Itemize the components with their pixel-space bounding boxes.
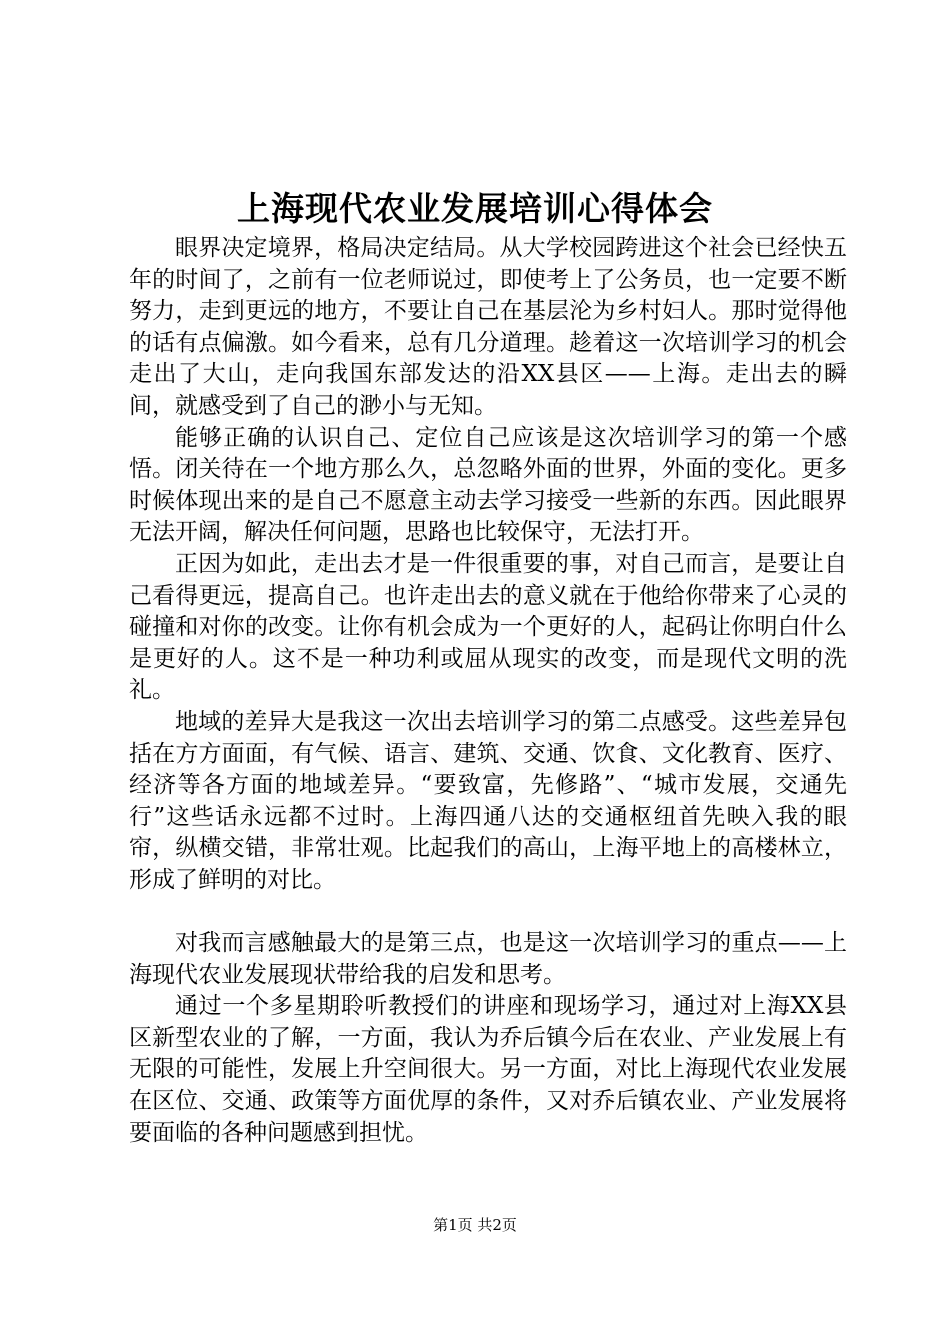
paragraph: 地域的差异大是我这一次出去培训学习的第二点感受。这些差异包括在方方面面，有气候、语言、建筑、交通、饮食、文化教育、医疗、经济等各方面的地域差异。“要致富，先修路”、“城市发展，交通先行”这些话永远都不过时。上海四通八达的交通枢纽首先映入我的眼帘，纵横交错，非常壮观。比起我们的高山，上海平地上的高楼林立，形成了鲜明的对比。 (129, 708, 847, 893)
paragraph: 正因为如此，走出去才是一件很重要的事，对自己而言，是要让自己看得更远，提高自己。也许走出去的意义就在于他给你带来了心灵的碰撞和对你的改变。让你有机会成为一个更好的人，起码让你明白什么是更好的人。这不是一种功利或屈从现实的改变，而是现代文明的洗礼。 (129, 550, 847, 704)
document-title: 上海现代农业发展培训心得体会 (237, 189, 713, 228)
paragraph: 对我而言感触最大的是第三点，也是这一次培训学习的重点——上海现代农业发展现状带给我的启发和思考。 (129, 930, 847, 988)
page-number-footer: 第1页 共2页 (433, 1216, 517, 1234)
paragraph: 通过一个多星期聆听教授们的讲座和现场学习，通过对上海XX县区新型农业的了解，一方面，我认为乔后镇今后在农业、产业发展上有无限的可能性，发展上升空间很大。另一方面，对比上海现代农业发展在区位、交通、政策等方面优厚的条件，又对乔后镇农业、产业发展将要面临的各种问题感到担忧。 (129, 993, 847, 1146)
document-body (129, 233, 847, 1149)
paragraph: 能够正确的认识自己、定位自己应该是这次培训学习的第一个感悟。闭关待在一个地方那么久，总忽略外面的世界，外面的变化。更多时候体现出来的是自己不愿意主动去学习接受一些新的东西。因此眼界无法开阔，解决任何问题，思路也比较保守，无法打开。 (129, 424, 847, 546)
paragraph: 眼界决定境界，格局决定结局。从大学校园跨进这个社会已经快五年的时间了，之前有一位老师说过，即使考上了公务员，也一定要不断努力，走到更远的地方，不要让自己在基层沦为乡村妇人。那时觉得他的话有点偏激。如今看来，总有几分道理。趁着这一次培训学习的机会走出了大山，走向我国东部发达的沿XX县区——上海。走出去的瞬间，就感受到了自己的渺小与无知。 (129, 235, 847, 419)
